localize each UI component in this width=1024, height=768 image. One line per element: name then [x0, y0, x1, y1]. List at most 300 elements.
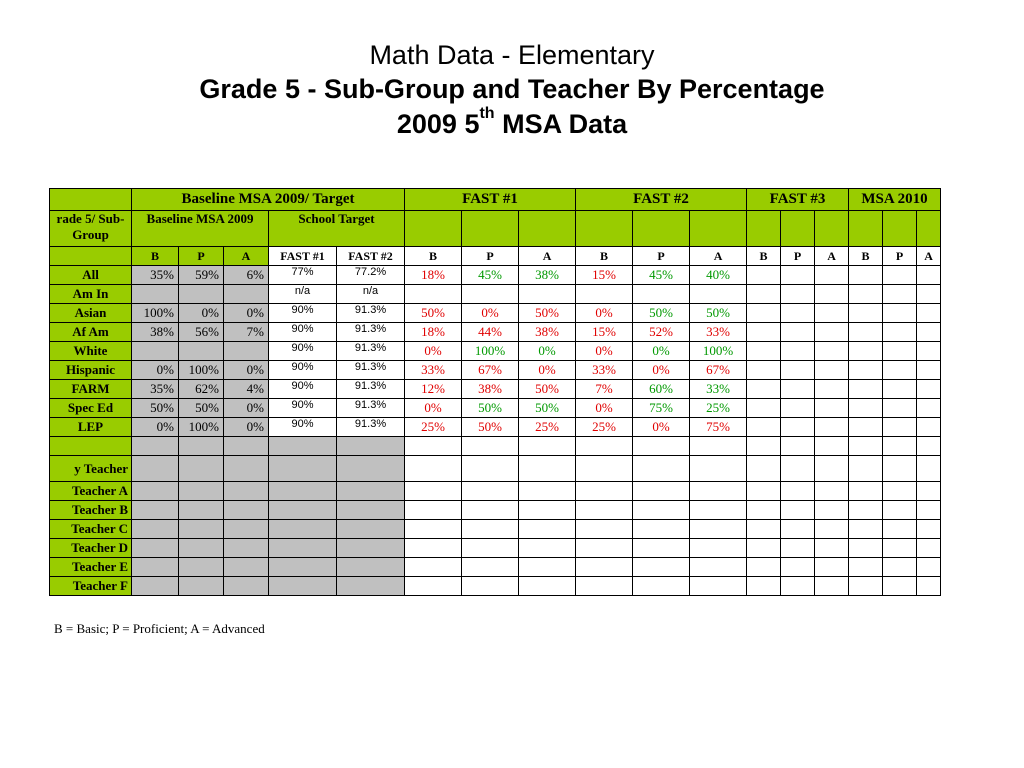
- baseline-cell: [224, 285, 269, 304]
- empty-cell: [462, 520, 519, 539]
- empty-cell: [849, 456, 883, 482]
- subgroup-label: Am In: [50, 285, 132, 304]
- empty-cell: [519, 539, 576, 558]
- teacher-label: Teacher D: [50, 539, 132, 558]
- empty-cell: [405, 539, 462, 558]
- empty-cell: [917, 482, 941, 501]
- empty-cell: [747, 520, 781, 539]
- empty-cell: [747, 399, 781, 418]
- fast1-cell: 50%: [519, 399, 576, 418]
- empty-cell: [883, 285, 917, 304]
- baseline-target-header: Baseline MSA 2009/ Target: [132, 189, 405, 211]
- empty-cell: [781, 323, 815, 342]
- fast2-cell: 33%: [576, 361, 633, 380]
- fast1-cell: [462, 285, 519, 304]
- target-cell: 90%: [269, 380, 337, 399]
- subgroup-row: [50, 342, 941, 361]
- empty-cell: [405, 558, 462, 577]
- empty-cell: [917, 266, 941, 285]
- subgroup-label: Asian: [50, 304, 132, 323]
- empty-cell: [883, 342, 917, 361]
- target-column-header: School Target: [269, 211, 405, 247]
- empty-cell: [883, 304, 917, 323]
- empty-cell: [747, 342, 781, 361]
- subgroup-label: White: [50, 342, 132, 361]
- fast2-cell: 33%: [690, 380, 747, 399]
- empty-cell: [849, 323, 883, 342]
- target-cell: 91.3%: [337, 323, 405, 342]
- proficient-header: P: [462, 247, 519, 266]
- empty-cell: [849, 558, 883, 577]
- fast1-cell: 0%: [405, 399, 462, 418]
- target-cell: 90%: [269, 418, 337, 437]
- empty-cell: [883, 361, 917, 380]
- target-cell: [269, 482, 337, 501]
- teacher-label: Teacher B: [50, 501, 132, 520]
- advanced-header: A: [815, 247, 849, 266]
- fast1-cell: 25%: [519, 418, 576, 437]
- baseline-cell: [132, 577, 179, 596]
- empty-cell: [405, 437, 462, 456]
- empty-cell: [576, 501, 633, 520]
- baseline-cell: 0%: [224, 361, 269, 380]
- empty-cell: [747, 361, 781, 380]
- empty-cell: [815, 577, 849, 596]
- target-cell: 91.3%: [337, 418, 405, 437]
- fast1-cell: 0%: [519, 361, 576, 380]
- fast1-cell: 33%: [405, 361, 462, 380]
- empty-cell: [849, 437, 883, 456]
- baseline-cell: 0%: [132, 361, 179, 380]
- empty-cell: [849, 418, 883, 437]
- baseline-cell: 0%: [132, 418, 179, 437]
- empty-cell: [781, 501, 815, 520]
- fast2-cell: 15%: [576, 323, 633, 342]
- empty-cell: [849, 285, 883, 304]
- empty-cell: [462, 501, 519, 520]
- proficient-header: P: [179, 247, 224, 266]
- empty-cell: [576, 456, 633, 482]
- fast2-cell: 0%: [576, 399, 633, 418]
- teacher-label: Teacher E: [50, 558, 132, 577]
- empty-cell: [576, 482, 633, 501]
- empty-cell: [690, 482, 747, 501]
- advanced-header: A: [224, 247, 269, 266]
- target-cell: [337, 482, 405, 501]
- target-cell: n/a: [269, 285, 337, 304]
- empty-cell: [781, 456, 815, 482]
- by-teacher-row: [50, 456, 941, 482]
- empty-cell: [883, 418, 917, 437]
- empty-cell: [690, 456, 747, 482]
- subgroup-label: Spec Ed: [50, 399, 132, 418]
- empty-cell: [519, 437, 576, 456]
- subgroup-row: [50, 266, 941, 285]
- fast1-cell: 50%: [519, 304, 576, 323]
- fast1-cell: [405, 285, 462, 304]
- empty-cell: [633, 456, 690, 482]
- header-row-top: [50, 189, 941, 211]
- empty-cell: [519, 577, 576, 596]
- fast1-cell: 67%: [462, 361, 519, 380]
- empty-cell: [849, 501, 883, 520]
- fast2-header: FAST #2: [576, 189, 747, 211]
- proficient-header: P: [781, 247, 815, 266]
- empty-cell: [883, 399, 917, 418]
- empty-cell: [917, 380, 941, 399]
- baseline-cell: [224, 539, 269, 558]
- empty-cell: [815, 539, 849, 558]
- baseline-cell: [179, 501, 224, 520]
- empty-cell: [815, 285, 849, 304]
- baseline-cell: 50%: [179, 399, 224, 418]
- target-cell: 91.3%: [337, 380, 405, 399]
- empty-cell: [781, 520, 815, 539]
- empty-cell: [405, 456, 462, 482]
- empty-cell: [576, 520, 633, 539]
- baseline-cell: [224, 501, 269, 520]
- empty-cell: [781, 577, 815, 596]
- empty-cell: [781, 399, 815, 418]
- empty-cell: [633, 577, 690, 596]
- empty-cell: [462, 437, 519, 456]
- empty-cell: [462, 482, 519, 501]
- empty-cell: [883, 266, 917, 285]
- baseline-cell: 59%: [179, 266, 224, 285]
- bpa-header-row: [50, 247, 941, 266]
- empty-cell: [849, 539, 883, 558]
- empty-cell: [781, 539, 815, 558]
- fast1-cell: [519, 285, 576, 304]
- empty-cell: [883, 437, 917, 456]
- teacher-row: [50, 520, 941, 539]
- basic-header: B: [405, 247, 462, 266]
- fast1-cell: 0%: [462, 304, 519, 323]
- empty-cell: [917, 323, 941, 342]
- empty-cell: [815, 456, 849, 482]
- target-cell: [337, 520, 405, 539]
- baseline-cell: 100%: [179, 361, 224, 380]
- empty-cell: [781, 437, 815, 456]
- empty-cell: [633, 482, 690, 501]
- empty-cell: [815, 418, 849, 437]
- empty-cell: [690, 539, 747, 558]
- fast1-cell: 45%: [462, 266, 519, 285]
- baseline-cell: 35%: [132, 266, 179, 285]
- empty-cell: [576, 577, 633, 596]
- baseline-cell: [224, 456, 269, 482]
- empty-cell: [690, 558, 747, 577]
- fast2-cell: 60%: [633, 380, 690, 399]
- baseline-cell: [179, 482, 224, 501]
- subgroup-column-header: rade 5/ Sub-Group: [50, 211, 132, 247]
- empty-cell: [815, 380, 849, 399]
- empty-cell: [781, 418, 815, 437]
- target-cell: [269, 558, 337, 577]
- empty-cell: [883, 539, 917, 558]
- empty-cell: [917, 456, 941, 482]
- fast2-cell: 0%: [633, 361, 690, 380]
- teacher-label: Teacher A: [50, 482, 132, 501]
- subgroup-row: [50, 285, 941, 304]
- empty-cell: [781, 304, 815, 323]
- empty-cell: [849, 482, 883, 501]
- empty-cell: [690, 577, 747, 596]
- empty-cell: [519, 520, 576, 539]
- basic-header: B: [747, 247, 781, 266]
- baseline-cell: 56%: [179, 323, 224, 342]
- empty-cell: [917, 304, 941, 323]
- title-line-2: Grade 5 - Sub-Group and Teacher By Percentage: [199, 74, 825, 104]
- target-cell: 90%: [269, 361, 337, 380]
- baseline-cell: [179, 342, 224, 361]
- empty-cell: [690, 437, 747, 456]
- empty-cell: [883, 323, 917, 342]
- empty-cell: [849, 361, 883, 380]
- fast1-cell: 38%: [519, 323, 576, 342]
- fast2-cell: [690, 285, 747, 304]
- empty-cell: [917, 361, 941, 380]
- fast2-cell: 25%: [576, 418, 633, 437]
- target-cell: 77.2%: [337, 266, 405, 285]
- baseline-cell: [224, 577, 269, 596]
- empty-cell: [815, 399, 849, 418]
- fast1-cell: 50%: [462, 399, 519, 418]
- fast2-cell: 50%: [633, 304, 690, 323]
- advanced-header: A: [690, 247, 747, 266]
- target-cell: 90%: [269, 342, 337, 361]
- empty-cell: [405, 520, 462, 539]
- target-cell: 91.3%: [337, 342, 405, 361]
- target-cell: [337, 437, 405, 456]
- fast2-cell: 15%: [576, 266, 633, 285]
- empty-cell: [576, 437, 633, 456]
- header-row-second: [50, 211, 941, 247]
- empty-cell: [883, 558, 917, 577]
- empty-cell: [747, 418, 781, 437]
- empty-cell: [849, 577, 883, 596]
- empty-cell: [781, 285, 815, 304]
- empty-cell: [849, 304, 883, 323]
- target-cell: [269, 577, 337, 596]
- empty-cell: [576, 558, 633, 577]
- empty-cell: [576, 539, 633, 558]
- subgroup-label: Af Am: [50, 323, 132, 342]
- fast1-cell: 18%: [405, 323, 462, 342]
- fast1-cell: 38%: [462, 380, 519, 399]
- advanced-header: A: [917, 247, 941, 266]
- teacher-row: [50, 501, 941, 520]
- empty-cell: [747, 482, 781, 501]
- basic-header: B: [849, 247, 883, 266]
- empty-cell: [815, 558, 849, 577]
- target-cell: [337, 501, 405, 520]
- target-cell: [269, 501, 337, 520]
- subgroup-row: [50, 323, 941, 342]
- fast1-cell: 44%: [462, 323, 519, 342]
- fast2-cell: 25%: [690, 399, 747, 418]
- legend: B = Basic; P = Proficient; A = Advanced: [54, 621, 265, 636]
- target-cell: 90%: [269, 304, 337, 323]
- teacher-label: Teacher F: [50, 577, 132, 596]
- empty-cell: [917, 418, 941, 437]
- target-cell: [269, 437, 337, 456]
- baseline-cell: 35%: [132, 380, 179, 399]
- empty-cell: [633, 520, 690, 539]
- empty-cell: [462, 558, 519, 577]
- target-cell: 91.3%: [337, 399, 405, 418]
- empty-cell: [815, 520, 849, 539]
- baseline-cell: 0%: [224, 304, 269, 323]
- fast2-cell: 40%: [690, 266, 747, 285]
- empty-cell: [917, 539, 941, 558]
- fast2-cell: 75%: [690, 418, 747, 437]
- empty-cell: [849, 266, 883, 285]
- empty-cell: [405, 501, 462, 520]
- empty-cell: [633, 501, 690, 520]
- baseline-cell: 62%: [179, 380, 224, 399]
- baseline-cell: [132, 539, 179, 558]
- empty-cell: [747, 304, 781, 323]
- empty-cell: [815, 304, 849, 323]
- empty-cell: [747, 323, 781, 342]
- target-cell: [269, 520, 337, 539]
- baseline-cell: 0%: [224, 418, 269, 437]
- empty-cell: [747, 577, 781, 596]
- empty-cell: [405, 577, 462, 596]
- fast1-cell: 50%: [519, 380, 576, 399]
- baseline-cell: [224, 342, 269, 361]
- fast1-cell: 18%: [405, 266, 462, 285]
- empty-cell: [883, 577, 917, 596]
- teacher-row: [50, 539, 941, 558]
- fast2-cell: [576, 285, 633, 304]
- fast2-cell: 45%: [633, 266, 690, 285]
- baseline-cell: [179, 558, 224, 577]
- slide-title: [0, 38, 1024, 142]
- baseline-cell: [224, 520, 269, 539]
- empty-cell: [917, 520, 941, 539]
- subgroup-row: [50, 361, 941, 380]
- baseline-column-header: Baseline MSA 2009: [132, 211, 269, 247]
- empty-cell: [690, 520, 747, 539]
- subgroup-label: Hispanic: [50, 361, 132, 380]
- empty-cell: [462, 539, 519, 558]
- empty-cell: [747, 285, 781, 304]
- fast2-cell: 0%: [576, 342, 633, 361]
- empty-cell: [633, 558, 690, 577]
- by-teacher-label: y Teacher: [50, 456, 132, 482]
- subgroup-row: [50, 380, 941, 399]
- target-cell: [337, 456, 405, 482]
- baseline-cell: [132, 558, 179, 577]
- empty-cell: [849, 520, 883, 539]
- subgroup-label: FARM: [50, 380, 132, 399]
- baseline-cell: 38%: [132, 323, 179, 342]
- empty-cell: [781, 380, 815, 399]
- fast3-header: FAST #3: [747, 189, 849, 211]
- empty-cell: [633, 539, 690, 558]
- empty-cell: [917, 558, 941, 577]
- basic-header: B: [132, 247, 179, 266]
- target-fast2-header: FAST #2: [337, 247, 405, 266]
- baseline-cell: [224, 437, 269, 456]
- teacher-row: [50, 558, 941, 577]
- empty-cell: [747, 558, 781, 577]
- advanced-header: A: [519, 247, 576, 266]
- empty-cell: [883, 520, 917, 539]
- fast2-cell: 100%: [690, 342, 747, 361]
- empty-cell: [781, 361, 815, 380]
- empty-cell: [815, 266, 849, 285]
- baseline-cell: [179, 520, 224, 539]
- empty-cell: [747, 456, 781, 482]
- msa2010-header: MSA 2010: [849, 189, 941, 211]
- empty-cell: [519, 456, 576, 482]
- target-cell: 90%: [269, 323, 337, 342]
- subgroup-label: LEP: [50, 418, 132, 437]
- proficient-header: P: [633, 247, 690, 266]
- baseline-cell: [179, 577, 224, 596]
- fast2-cell: 33%: [690, 323, 747, 342]
- baseline-cell: [179, 456, 224, 482]
- empty-cell: [917, 399, 941, 418]
- corner-cell: [50, 189, 132, 211]
- fast2-cell: [633, 285, 690, 304]
- baseline-cell: [132, 482, 179, 501]
- baseline-cell: [179, 285, 224, 304]
- target-fast1-header: FAST #1: [269, 247, 337, 266]
- fast1-cell: 100%: [462, 342, 519, 361]
- fast2-cell: 52%: [633, 323, 690, 342]
- empty-cell: [849, 399, 883, 418]
- empty-cell: [519, 482, 576, 501]
- baseline-cell: [132, 520, 179, 539]
- fast2-cell: 75%: [633, 399, 690, 418]
- empty-cell: [883, 456, 917, 482]
- baseline-cell: 4%: [224, 380, 269, 399]
- target-cell: [269, 456, 337, 482]
- subgroup-row: [50, 304, 941, 323]
- empty-cell: [747, 266, 781, 285]
- empty-cell: [519, 501, 576, 520]
- fast1-cell: 38%: [519, 266, 576, 285]
- baseline-cell: 0%: [179, 304, 224, 323]
- empty-cell: [405, 482, 462, 501]
- empty-cell: [815, 342, 849, 361]
- target-cell: n/a: [337, 285, 405, 304]
- target-cell: [337, 577, 405, 596]
- empty-cell: [883, 501, 917, 520]
- title-line-3: 2009 5th MSA Data: [396, 105, 628, 139]
- empty-cell: [815, 361, 849, 380]
- baseline-cell: [224, 482, 269, 501]
- baseline-cell: [132, 437, 179, 456]
- empty-cell: [815, 323, 849, 342]
- empty-cell: [462, 577, 519, 596]
- empty-cell: [747, 539, 781, 558]
- proficient-header: P: [883, 247, 917, 266]
- subgroup-label: All: [50, 266, 132, 285]
- empty-cell: [747, 380, 781, 399]
- empty-cell: [633, 437, 690, 456]
- empty-cell: [883, 482, 917, 501]
- fast2-cell: 67%: [690, 361, 747, 380]
- empty-cell: [815, 437, 849, 456]
- empty-cell: [917, 285, 941, 304]
- baseline-cell: [179, 539, 224, 558]
- empty-cell: [917, 437, 941, 456]
